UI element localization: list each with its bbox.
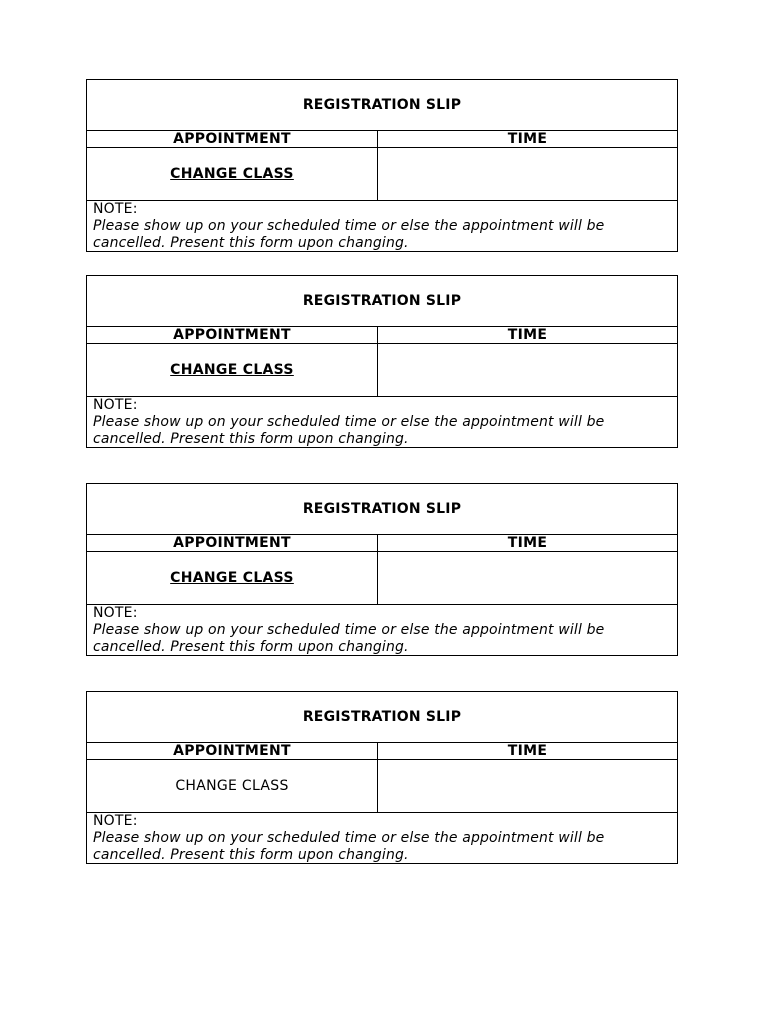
note-text: Please show up on your scheduled time or else the appointment will be cancelled. Present this form upon changing.	[93, 218, 605, 251]
slip-title: REGISTRATION SLIP	[87, 692, 677, 743]
appointment-header: APPOINTMENT	[87, 327, 378, 343]
time-header: TIME	[507, 535, 548, 551]
slip-body-row	[87, 760, 677, 813]
slip-note	[87, 605, 677, 655]
time-header: TIME	[507, 131, 548, 147]
time-cell[interactable]	[378, 344, 677, 396]
slip-body-row	[87, 552, 677, 605]
slip-header-row	[87, 743, 677, 760]
slip-header-row	[87, 327, 677, 344]
slip-note	[87, 397, 677, 447]
registration-slip-1	[86, 79, 678, 252]
registration-slip-2	[86, 275, 678, 448]
note-text: Please show up on your scheduled time or else the appointment will be cancelled. Present this form upon changing.	[93, 830, 605, 863]
slip-header-row	[87, 131, 677, 148]
slip-note	[87, 201, 677, 251]
slip-title: REGISTRATION SLIP	[87, 80, 677, 131]
registration-slip-4	[86, 691, 678, 864]
appointment-value: CHANGE CLASS	[170, 570, 294, 586]
time-cell[interactable]	[378, 552, 677, 604]
note-label: NOTE:	[93, 201, 138, 217]
appointment-cell	[87, 552, 378, 604]
note-label: NOTE:	[93, 605, 138, 621]
appointment-header: APPOINTMENT	[87, 131, 378, 147]
appointment-header: APPOINTMENT	[87, 743, 378, 759]
note-text: Please show up on your scheduled time or else the appointment will be cancelled. Present this form upon changing.	[93, 414, 605, 447]
appointment-value: CHANGE CLASS	[170, 166, 294, 182]
appointment-cell	[87, 344, 378, 396]
time-cell[interactable]	[378, 148, 677, 200]
slip-body-row	[87, 344, 677, 397]
slip-title: REGISTRATION SLIP	[87, 484, 677, 535]
note-label: NOTE:	[93, 397, 138, 413]
appointment-cell	[87, 760, 378, 812]
time-header: TIME	[507, 743, 548, 759]
slip-header-row	[87, 535, 677, 552]
note-label: NOTE:	[93, 813, 138, 829]
slip-title: REGISTRATION SLIP	[87, 276, 677, 327]
registration-slip-3	[86, 483, 678, 656]
time-header: TIME	[507, 327, 548, 343]
note-text: Please show up on your scheduled time or else the appointment will be cancelled. Present this form upon changing.	[93, 622, 605, 655]
slip-body-row	[87, 148, 677, 201]
appointment-cell	[87, 148, 378, 200]
slip-note	[87, 813, 677, 863]
appointment-header: APPOINTMENT	[87, 535, 378, 551]
appointment-value: CHANGE CLASS	[175, 778, 289, 794]
time-cell[interactable]	[378, 760, 677, 812]
appointment-value: CHANGE CLASS	[170, 362, 294, 378]
